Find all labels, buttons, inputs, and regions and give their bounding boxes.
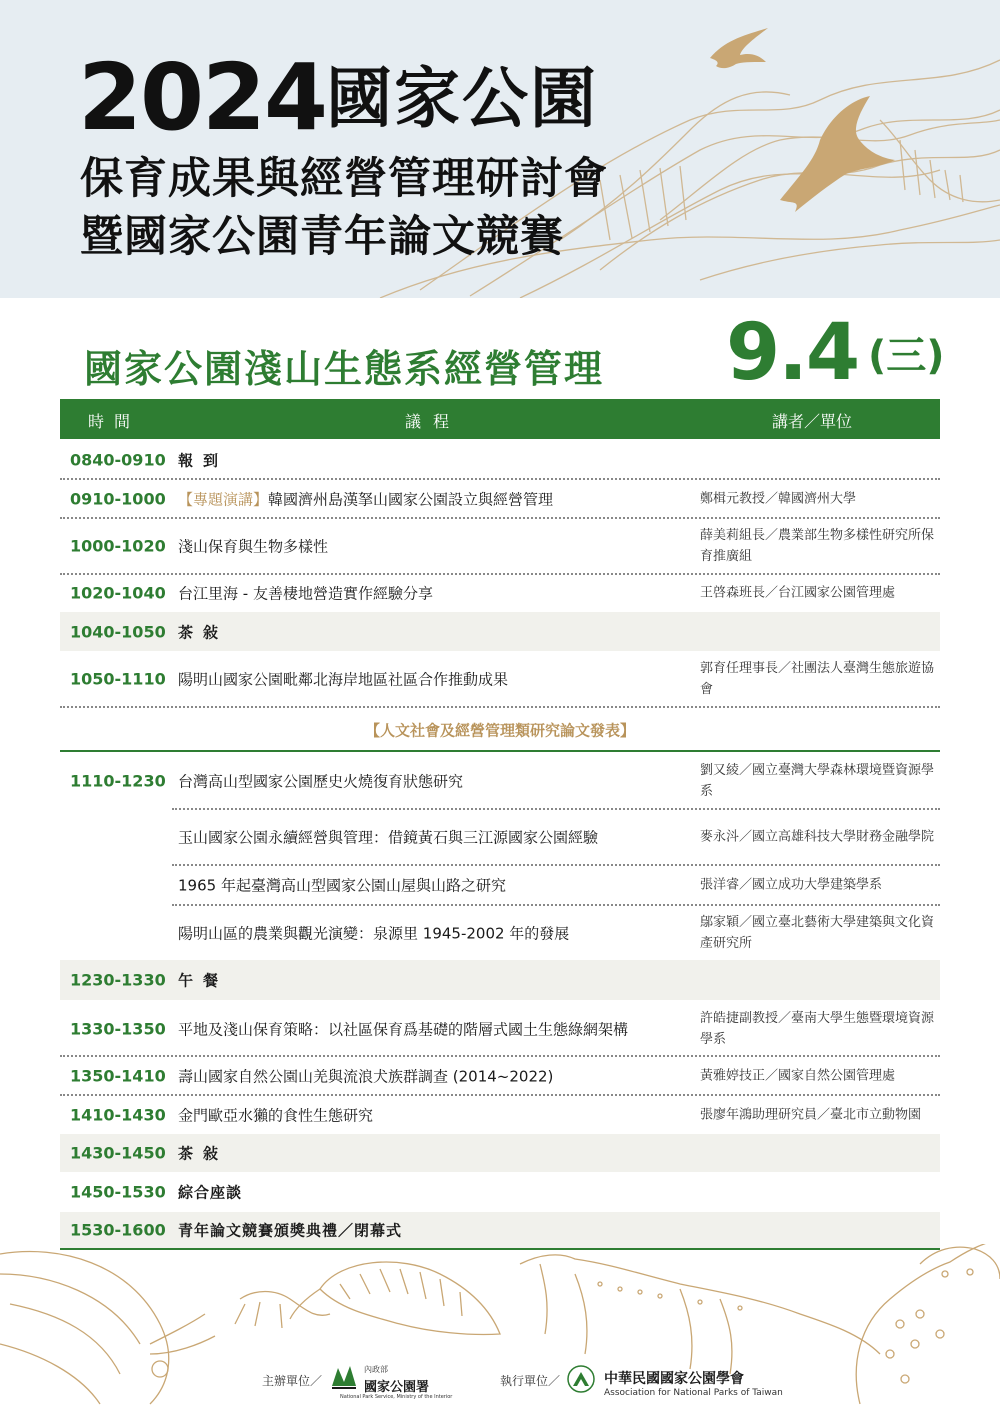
row-time: 0840-0910 bbox=[70, 450, 166, 469]
table-row bbox=[60, 1096, 940, 1133]
event-title-line2: 保育成果與經營管理研討會 bbox=[80, 154, 608, 204]
row-time: 1530-1600 bbox=[70, 1220, 166, 1240]
row-time: 1350-1410 bbox=[70, 1066, 166, 1086]
table-row bbox=[60, 1002, 940, 1057]
row-topic: 淺山保育與生物多樣性 bbox=[178, 537, 329, 556]
event-title-line3: 暨國家公園青年論文競賽 bbox=[80, 212, 564, 262]
row-speaker: 鄭楫元教授／韓國濟州大學 bbox=[700, 491, 857, 506]
butterfly-icon bbox=[0, 1252, 215, 1404]
row-speaker: 王啓森班長／台江國家公園管理處 bbox=[700, 585, 896, 601]
row-topic: 壽山國家自然公園山羌與流浪犬族群調查 (2014~2022) bbox=[178, 1067, 554, 1086]
row-topic: 台江里海 - 友善棲地營造實作經驗分享 bbox=[178, 584, 433, 603]
row-topic: 1965 年起臺灣高山型國家公園山屋與山路之研究 bbox=[178, 876, 506, 895]
host-english: National Park Service, Ministry of the Interior bbox=[340, 1394, 453, 1400]
nps-logo-icon bbox=[330, 1362, 358, 1390]
header-time: 時間 bbox=[88, 412, 141, 431]
year-text: 2024 bbox=[78, 44, 327, 151]
row-speaker: 許皓捷副教授／臺南大學生態暨環境資源學系 bbox=[700, 1010, 935, 1047]
row-topic: 陽明山區的農業與觀光演變：泉源里 1945-2002 年的發展 bbox=[178, 924, 570, 943]
row-topic: 金門歐亞水獺的食性生態研究 bbox=[178, 1106, 374, 1124]
row-time: 1040-1050 bbox=[70, 622, 166, 641]
row-speaker: 薛美莉組長／農業部生物多樣性研究所保育推廣組 bbox=[700, 528, 935, 564]
table-row bbox=[60, 906, 940, 960]
table-row-break bbox=[60, 1134, 940, 1172]
row-time: 1410-1430 bbox=[70, 1105, 166, 1124]
section-divider-row bbox=[60, 709, 940, 752]
eagle-icon bbox=[710, 28, 895, 212]
table-row bbox=[60, 866, 940, 904]
row-time: 1230-1330 bbox=[70, 970, 166, 990]
row-topic-text: 韓國濟州島漢拏山國家公園設立與經營管理 bbox=[268, 490, 554, 508]
event-title-year bbox=[78, 44, 599, 151]
table-row bbox=[60, 1058, 940, 1096]
keynote-tag: 【專題演講】 bbox=[178, 490, 269, 508]
table-row bbox=[60, 441, 940, 480]
row-time: 1430-1450 bbox=[70, 1143, 166, 1163]
row-speaker: 張洋睿／國立成功大學建築學系 bbox=[700, 877, 883, 893]
row-topic: 台灣高山型國家公園歷史火燒復育狀態研究 bbox=[178, 772, 464, 791]
host-name: 國家公園署 bbox=[364, 1380, 430, 1395]
section-label: 【人文社會及經營管理類研究論文發表】 bbox=[364, 721, 635, 739]
table-row bbox=[60, 1173, 940, 1211]
pangolin-icon bbox=[290, 1262, 500, 1335]
row-time: 1330-1350 bbox=[70, 1019, 166, 1038]
table-row bbox=[60, 652, 940, 708]
row-time: 1000-1020 bbox=[70, 536, 166, 556]
header-banner bbox=[0, 0, 1000, 298]
host-label: 主辦單位／ bbox=[262, 1374, 323, 1388]
table-row-break bbox=[60, 960, 940, 1000]
table-row bbox=[60, 754, 940, 808]
row-speaker: 鄔家穎／國立臺北藝術大學建築與文化資產研究所 bbox=[700, 915, 935, 951]
exec-english: Association for National Parks of Taiwan bbox=[604, 1388, 783, 1398]
row-topic: 午餐 bbox=[178, 971, 229, 990]
table-row bbox=[60, 480, 940, 519]
civet-icon bbox=[520, 1255, 880, 1374]
table-row-break bbox=[60, 612, 940, 651]
row-time: 1110-1230 bbox=[70, 771, 166, 791]
host-ministry: 內政部 bbox=[364, 1365, 388, 1374]
row-time: 1020-1040 bbox=[70, 583, 166, 603]
row-topic: 茶敍 bbox=[178, 1144, 229, 1163]
row-topic: 陽明山國家公園毗鄰北海岸地區社區合作推動成果 bbox=[178, 670, 509, 689]
table-row bbox=[60, 519, 940, 575]
row-topic: 茶敍 bbox=[178, 623, 229, 641]
row-speaker: 麥永㳆／國立高雄科技大學財務金融學院 bbox=[700, 829, 935, 845]
row-speaker: 張廖年鴻助理研究員／臺北市立動物園 bbox=[700, 1107, 922, 1122]
row-speaker: 黃雅婷技正／國家自然公園管理處 bbox=[700, 1068, 896, 1084]
association-logo-icon bbox=[566, 1364, 596, 1394]
row-topic: 青年論文競賽頒獎典禮／閉幕式 bbox=[178, 1221, 403, 1240]
row-topic: 報到 bbox=[178, 451, 229, 469]
row-speaker: 郭育任理事長／社團法人臺灣生態旅遊協會 bbox=[700, 661, 935, 697]
header-speaker: 講者／單位 bbox=[772, 412, 853, 431]
header-agenda: 議程 bbox=[405, 412, 462, 431]
row-topic: 玉山國家公園永續經營與管理：借鏡黃石與三江源國家公園經驗 bbox=[178, 828, 599, 847]
agenda-table-header bbox=[60, 399, 940, 439]
row-time: 1050-1110 bbox=[70, 669, 166, 689]
row-speaker: 劉又綾／國立臺灣大學森林環境暨資源學系 bbox=[700, 763, 935, 799]
event-weekday: (三) bbox=[868, 333, 945, 379]
row-time: 0910-1000 bbox=[70, 489, 166, 508]
row-topic bbox=[178, 488, 553, 509]
row-topic: 平地及淺山保育策略：以社區保育爲基礎的階層式國土生態綠網架構 bbox=[178, 1020, 629, 1038]
exec-name: 中華民國國家公園學會 bbox=[604, 1371, 744, 1387]
insect-icon bbox=[235, 1292, 330, 1329]
event-date: 9.4 bbox=[726, 308, 859, 398]
table-row bbox=[60, 575, 940, 611]
leopard-cat-icon bbox=[856, 1244, 1000, 1404]
day-theme-title: 國家公園淺山生態系經營管理 bbox=[84, 347, 605, 391]
title-national-park: 國家公園 bbox=[326, 60, 599, 137]
row-topic: 綜合座談 bbox=[178, 1183, 243, 1202]
table-row bbox=[60, 810, 940, 864]
exec-label: 執行單位／ bbox=[500, 1374, 561, 1388]
row-time: 1450-1530 bbox=[70, 1182, 166, 1202]
